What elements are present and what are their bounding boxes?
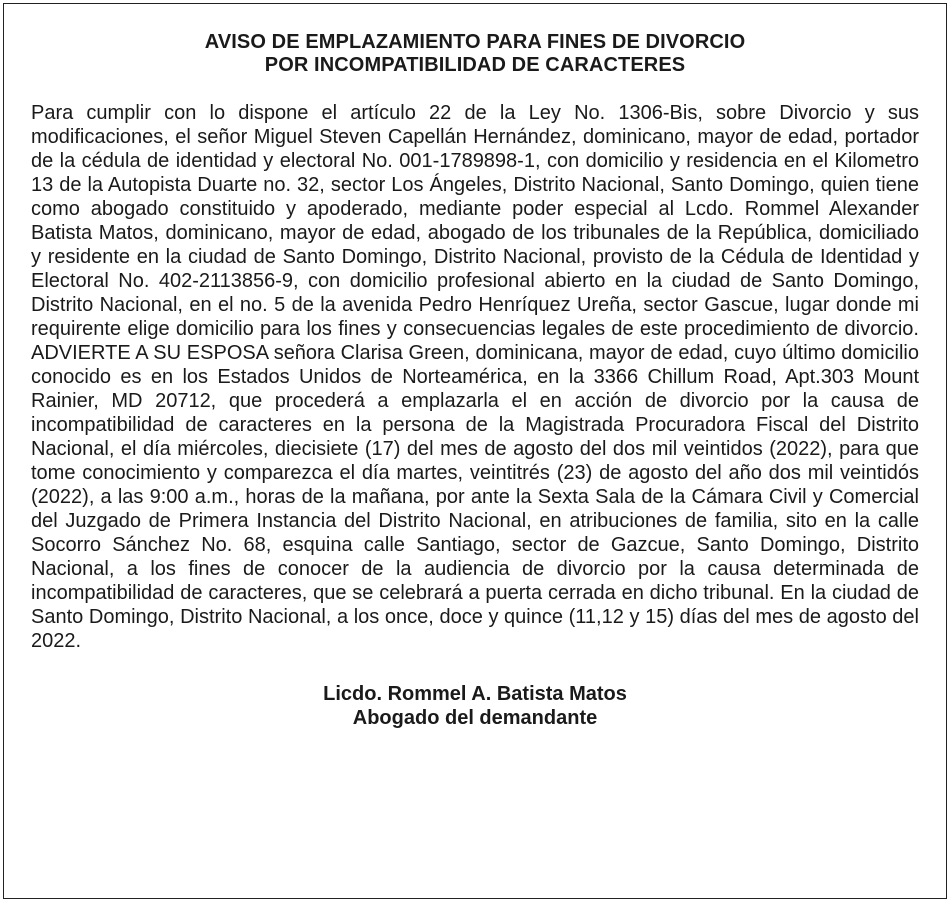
notice-title bbox=[4, 31, 946, 77]
notice-title-line-1: AVISO DE EMPLAZAMIENTO PARA FINES DE DIVORCIO bbox=[204, 31, 746, 53]
legal-notice bbox=[3, 3, 947, 899]
notice-body: Para cumplir con lo dispone el artículo 22 de la Ley No. 1306-Bis, sobre Divorcio y sus modificaciones, el señor Miguel Steven Capellán Hernández, dominicano, mayor de edad, portador de la cédula de identidad y electoral No. 001-1789898-1, con domicilio y residencia en el Kilometro 13 de la Autopista Duarte no. 32, sector Los Ángeles, Distrito Nacional, Santo Domingo, quien tiene como abogado constituido y apoderado, mediante poder especial al Lcdo. Rommel Alexander Batista Matos, dominicano, mayor de edad, abogado de los tribunales de la República, domiciliado y residente en la ciudad de Santo Domingo, Distrito Nacional, provisto de la Cédula de Identidad y Electoral No. 402-2113856-9, con domicilio profesional abierto en la ciudad de Santo Domingo, Distrito Nacional, en el no. 5 de la avenida Pedro Henríquez Ureña, sector Gascue, lugar donde mi requirente elige domicilio para los fines y consecuencias legales de este procedimiento de divorcio. ADVIERTE A SU ESPOSA señora Clarisa Green, dominicana, mayor de edad, cuyo último domicilio conocido es en los Estados Unidos de Norteamérica, en la 3366 Chillum Road, Apt.303 Mount Rainier, MD 20712, que procederá a emplazarla el en acción de divorcio por la causa de incompatibilidad de caracteres en la persona de la Magistrada Procuradora Fiscal del Distrito Nacional, el día miércoles, diecisiete (17) del mes de agosto del dos mil veintidos (2022), para que tome conocimiento y comparezca el día martes, veintitrés (23) de agosto del año dos mil veintidós (2022), a las 9:00 a.m., horas de la mañana, por ante la Sexta Sala de la Cámara Civil y Comercial del Juzgado de Primera Instancia del Distrito Nacional, en atribuciones de familia, sito en la calle Socorro Sánchez No. 68, esquina calle Santiago, sector de Gazcue, Santo Domingo, Distrito Nacional, a los fines de conocer de la audiencia de divorcio por la causa determinada de incompatibilidad de caracteres, que se celebrará a puerta cerrada en dicho tribunal. En la ciudad de Santo Domingo, Distrito Nacional, a los once, doce y quince (11,12 y 15) días del mes de agosto del 2022. bbox=[31, 102, 919, 652]
signature-role: Abogado del demandante bbox=[352, 707, 598, 729]
signature-name: Licdo. Rommel A. Batista Matos bbox=[323, 683, 627, 705]
signature-block bbox=[4, 682, 946, 730]
notice-title-line-2: POR INCOMPATIBILIDAD DE CARACTERES bbox=[264, 54, 686, 76]
